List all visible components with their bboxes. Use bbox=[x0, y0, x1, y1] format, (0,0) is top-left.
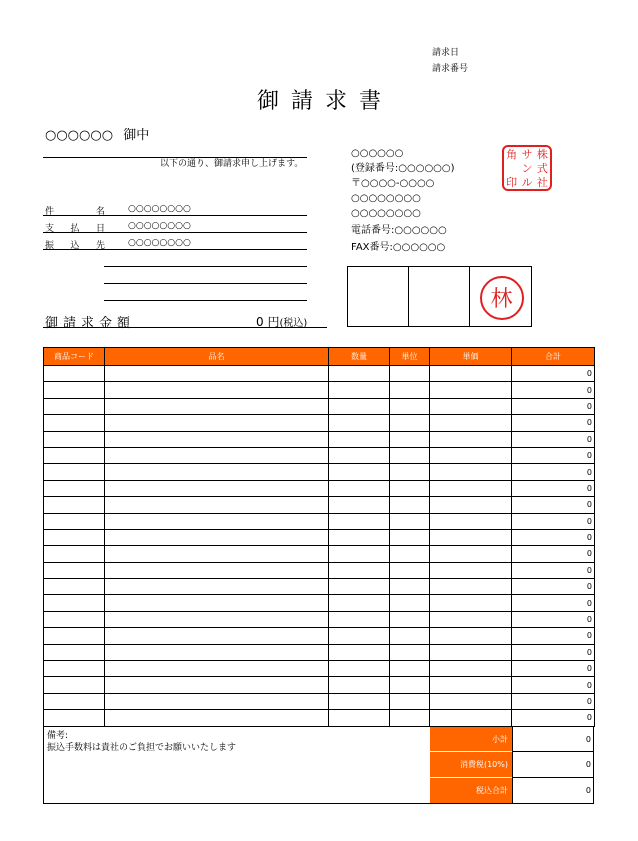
table-cell[interactable] bbox=[390, 693, 430, 709]
table-row bbox=[44, 529, 595, 545]
tax-row bbox=[430, 752, 594, 777]
total-row bbox=[430, 778, 594, 803]
col-header-name: 品名 bbox=[105, 348, 329, 366]
table-cell[interactable] bbox=[44, 661, 105, 677]
invoice-footer bbox=[43, 726, 594, 804]
table-cell[interactable] bbox=[390, 611, 430, 627]
table-cell[interactable] bbox=[44, 579, 105, 595]
table-row bbox=[44, 677, 595, 693]
table-cell[interactable] bbox=[430, 480, 512, 496]
info-line bbox=[43, 215, 307, 216]
row-total-cell[interactable]: 0 bbox=[512, 611, 595, 627]
table-cell[interactable] bbox=[430, 447, 512, 463]
row-total-cell[interactable]: 0 bbox=[512, 579, 595, 595]
table-row bbox=[44, 628, 595, 644]
bank-line bbox=[104, 266, 307, 267]
row-total-cell[interactable]: 0 bbox=[512, 415, 595, 431]
table-cell[interactable] bbox=[390, 398, 430, 414]
table-row bbox=[44, 480, 595, 496]
company-seal-icon: 角 サ 株 ン 式 印 ル 社 bbox=[502, 145, 552, 191]
issuer-line: 電話番号:○○○○○○ bbox=[351, 225, 447, 236]
stamp-cell bbox=[470, 267, 531, 326]
row-total-cell[interactable]: 0 bbox=[512, 464, 595, 480]
recipient bbox=[45, 124, 149, 143]
bank-line bbox=[104, 300, 307, 301]
issuer-line: FAX番号:○○○○○○ bbox=[351, 242, 446, 253]
issuer-line: (登録番号:○○○○○○) bbox=[351, 163, 455, 174]
table-row bbox=[44, 579, 595, 595]
table-cell[interactable] bbox=[44, 710, 105, 726]
stamp-cell bbox=[348, 267, 409, 326]
row-total-cell[interactable]: 0 bbox=[512, 677, 595, 693]
total-value: 0 bbox=[512, 778, 594, 803]
row-total-cell[interactable]: 0 bbox=[512, 529, 595, 545]
table-cell[interactable] bbox=[44, 497, 105, 513]
table-cell[interactable] bbox=[329, 611, 390, 627]
table-row bbox=[44, 562, 595, 578]
info-value-payment-date: ○○○○○○○○ bbox=[128, 221, 191, 231]
table-cell[interactable] bbox=[44, 628, 105, 644]
table-cell[interactable] bbox=[430, 431, 512, 447]
table-cell[interactable] bbox=[390, 595, 430, 611]
recipient-name: ○○○○○○ bbox=[45, 128, 114, 143]
table-cell[interactable] bbox=[105, 661, 329, 677]
table-cell[interactable] bbox=[329, 382, 390, 398]
table-cell[interactable] bbox=[329, 595, 390, 611]
col-header-unit: 単位 bbox=[390, 348, 430, 366]
col-header-code: 商品コード bbox=[44, 348, 105, 366]
amount-underline bbox=[43, 327, 327, 328]
table-cell[interactable] bbox=[329, 628, 390, 644]
subtotal-value: 0 bbox=[512, 727, 594, 752]
table-cell[interactable] bbox=[430, 464, 512, 480]
table-cell[interactable] bbox=[329, 693, 390, 709]
table-cell[interactable] bbox=[390, 431, 430, 447]
table-cell[interactable] bbox=[390, 529, 430, 545]
table-row bbox=[44, 447, 595, 463]
row-total-cell[interactable]: 0 bbox=[512, 644, 595, 660]
info-line bbox=[43, 249, 307, 250]
invoice-message: 以下の通り、御請求申し上げます。 bbox=[160, 159, 304, 169]
tax-label: 消費税(10%) bbox=[430, 752, 512, 777]
table-cell[interactable] bbox=[430, 513, 512, 529]
table-cell[interactable] bbox=[390, 480, 430, 496]
amount-value: 0 円(税込) bbox=[256, 315, 308, 329]
row-total-cell[interactable]: 0 bbox=[512, 513, 595, 529]
table-cell[interactable] bbox=[430, 677, 512, 693]
subtotal-label: 小計 bbox=[430, 727, 512, 752]
remarks bbox=[47, 730, 236, 754]
col-header-price: 単価 bbox=[430, 348, 512, 366]
table-row bbox=[44, 611, 595, 627]
table-row bbox=[44, 497, 595, 513]
table-cell[interactable] bbox=[44, 415, 105, 431]
table-cell[interactable] bbox=[390, 677, 430, 693]
table-cell[interactable] bbox=[44, 513, 105, 529]
totals-block bbox=[430, 727, 594, 803]
table-cell[interactable] bbox=[329, 562, 390, 578]
table-row bbox=[44, 513, 595, 529]
table-cell[interactable] bbox=[44, 480, 105, 496]
recipient-honorific: 御中 bbox=[123, 128, 150, 143]
table-cell[interactable] bbox=[105, 497, 329, 513]
table-row bbox=[44, 595, 595, 611]
table-cell[interactable] bbox=[390, 661, 430, 677]
table-row bbox=[44, 415, 595, 431]
table-cell[interactable] bbox=[390, 644, 430, 660]
row-total-cell[interactable]: 0 bbox=[512, 546, 595, 562]
table-cell[interactable] bbox=[329, 497, 390, 513]
table-row bbox=[44, 382, 595, 398]
table-cell[interactable] bbox=[390, 447, 430, 463]
table-cell[interactable] bbox=[430, 693, 512, 709]
table-cell[interactable] bbox=[105, 464, 329, 480]
tax-value: 0 bbox=[512, 752, 594, 777]
table-cell[interactable] bbox=[430, 611, 512, 627]
personal-seal-icon: 林 bbox=[480, 276, 524, 320]
info-label-payment-date: 支 払 日 bbox=[45, 224, 105, 234]
page-title: 御請求書 bbox=[256, 89, 393, 114]
row-total-cell[interactable]: 0 bbox=[512, 497, 595, 513]
table-cell[interactable] bbox=[329, 464, 390, 480]
table-cell[interactable] bbox=[105, 628, 329, 644]
info-label-bank: 振 込 先 bbox=[45, 241, 105, 251]
row-total-cell[interactable]: 0 bbox=[512, 398, 595, 414]
table-header-row bbox=[44, 348, 595, 366]
table-cell[interactable] bbox=[390, 628, 430, 644]
table-cell[interactable] bbox=[105, 579, 329, 595]
table-cell[interactable] bbox=[105, 431, 329, 447]
table-cell[interactable] bbox=[44, 431, 105, 447]
subtotal-row bbox=[430, 727, 594, 752]
table-cell[interactable] bbox=[44, 562, 105, 578]
table-cell[interactable] bbox=[430, 710, 512, 726]
table-cell[interactable] bbox=[329, 529, 390, 545]
table-row bbox=[44, 661, 595, 677]
table-cell[interactable] bbox=[430, 644, 512, 660]
table-cell[interactable] bbox=[44, 529, 105, 545]
stamp-cell bbox=[409, 267, 470, 326]
table-cell[interactable] bbox=[430, 415, 512, 431]
issuer-line: 〒○○○○-○○○○ bbox=[351, 178, 435, 189]
table-cell[interactable] bbox=[105, 710, 329, 726]
table-cell[interactable] bbox=[105, 529, 329, 545]
table-cell[interactable] bbox=[105, 366, 329, 382]
table-cell[interactable] bbox=[430, 366, 512, 382]
table-cell[interactable] bbox=[44, 644, 105, 660]
table-cell[interactable] bbox=[390, 710, 430, 726]
table-cell[interactable] bbox=[430, 579, 512, 595]
table-cell[interactable] bbox=[390, 562, 430, 578]
table-cell[interactable] bbox=[430, 546, 512, 562]
info-value-bank: ○○○○○○○○ bbox=[128, 238, 191, 248]
table-cell[interactable] bbox=[44, 464, 105, 480]
table-cell[interactable] bbox=[390, 579, 430, 595]
table-row bbox=[44, 398, 595, 414]
table-cell[interactable] bbox=[329, 366, 390, 382]
col-header-qty: 数量 bbox=[329, 348, 390, 366]
row-total-cell[interactable]: 0 bbox=[512, 693, 595, 709]
info-value-subject: ○○○○○○○○ bbox=[128, 204, 191, 214]
col-header-total: 合計 bbox=[512, 348, 595, 366]
table-cell[interactable] bbox=[390, 513, 430, 529]
table-row bbox=[44, 644, 595, 660]
table-cell[interactable] bbox=[44, 382, 105, 398]
approval-stamp-boxes bbox=[347, 266, 532, 327]
table-cell[interactable] bbox=[329, 644, 390, 660]
table-body bbox=[44, 366, 595, 727]
table-cell[interactable] bbox=[390, 546, 430, 562]
table-cell[interactable] bbox=[44, 595, 105, 611]
table-cell[interactable] bbox=[105, 382, 329, 398]
row-total-cell[interactable]: 0 bbox=[512, 447, 595, 463]
table-cell[interactable] bbox=[105, 415, 329, 431]
table-cell[interactable] bbox=[105, 480, 329, 496]
table-cell[interactable] bbox=[329, 431, 390, 447]
table-cell[interactable] bbox=[430, 628, 512, 644]
info-line bbox=[43, 232, 307, 233]
issuer-line: ○○○○○○ bbox=[351, 148, 404, 159]
invoice-number-label: 請求番号 bbox=[432, 64, 469, 74]
table-cell[interactable] bbox=[430, 595, 512, 611]
table-cell[interactable] bbox=[105, 513, 329, 529]
table-cell[interactable] bbox=[44, 398, 105, 414]
row-total-cell[interactable]: 0 bbox=[512, 366, 595, 382]
table-cell[interactable] bbox=[105, 595, 329, 611]
table-cell[interactable] bbox=[430, 398, 512, 414]
table-cell[interactable] bbox=[329, 546, 390, 562]
remarks-label: 備考: bbox=[47, 731, 69, 741]
table-cell[interactable] bbox=[105, 447, 329, 463]
table-cell[interactable] bbox=[430, 529, 512, 545]
bank-line bbox=[104, 283, 307, 284]
table-cell[interactable] bbox=[329, 579, 390, 595]
table-cell[interactable] bbox=[329, 480, 390, 496]
table-cell[interactable] bbox=[390, 497, 430, 513]
table-cell[interactable] bbox=[44, 677, 105, 693]
table-cell[interactable] bbox=[430, 661, 512, 677]
table-cell[interactable] bbox=[329, 415, 390, 431]
table-cell[interactable] bbox=[390, 366, 430, 382]
row-total-cell[interactable]: 0 bbox=[512, 431, 595, 447]
table-cell[interactable] bbox=[105, 562, 329, 578]
info-label-subject: 件 名 bbox=[45, 207, 105, 217]
table-row bbox=[44, 710, 595, 726]
table-row bbox=[44, 366, 595, 382]
table-cell[interactable] bbox=[430, 562, 512, 578]
row-total-cell[interactable]: 0 bbox=[512, 628, 595, 644]
table-cell[interactable] bbox=[329, 447, 390, 463]
table-cell[interactable] bbox=[105, 398, 329, 414]
table-cell[interactable] bbox=[430, 497, 512, 513]
items-table bbox=[43, 347, 595, 727]
remarks-text: 振込手数料は貴社のご負担でお願いいたします bbox=[47, 743, 237, 753]
table-row bbox=[44, 693, 595, 709]
row-total-cell[interactable]: 0 bbox=[512, 562, 595, 578]
row-total-cell[interactable]: 0 bbox=[512, 710, 595, 726]
row-total-cell[interactable]: 0 bbox=[512, 595, 595, 611]
table-row bbox=[44, 546, 595, 562]
table-cell[interactable] bbox=[105, 693, 329, 709]
total-label: 税込合計 bbox=[430, 778, 512, 803]
issuer-info bbox=[351, 146, 455, 255]
amount-label: 御請求金額 bbox=[45, 316, 136, 331]
table-cell[interactable] bbox=[390, 464, 430, 480]
table-cell[interactable] bbox=[329, 398, 390, 414]
row-total-cell[interactable]: 0 bbox=[512, 480, 595, 496]
table-cell[interactable] bbox=[105, 644, 329, 660]
row-total-cell[interactable]: 0 bbox=[512, 661, 595, 677]
table-cell[interactable] bbox=[329, 710, 390, 726]
table-cell[interactable] bbox=[105, 611, 329, 627]
table-row bbox=[44, 464, 595, 480]
table-cell[interactable] bbox=[44, 366, 105, 382]
invoice-date-label: 請求日 bbox=[432, 48, 460, 58]
table-cell[interactable] bbox=[329, 677, 390, 693]
table-cell[interactable] bbox=[329, 661, 390, 677]
issuer-line: ○○○○○○○○ bbox=[351, 208, 421, 219]
table-row bbox=[44, 431, 595, 447]
table-cell[interactable] bbox=[390, 382, 430, 398]
issuer-line: ○○○○○○○○ bbox=[351, 193, 421, 204]
table-cell[interactable] bbox=[105, 677, 329, 693]
table-cell[interactable] bbox=[44, 611, 105, 627]
table-cell[interactable] bbox=[390, 415, 430, 431]
table-cell[interactable] bbox=[44, 693, 105, 709]
table-cell[interactable] bbox=[329, 513, 390, 529]
row-total-cell[interactable]: 0 bbox=[512, 382, 595, 398]
table-cell[interactable] bbox=[105, 546, 329, 562]
table-cell[interactable] bbox=[44, 447, 105, 463]
table-cell[interactable] bbox=[430, 382, 512, 398]
table-cell[interactable] bbox=[44, 546, 105, 562]
